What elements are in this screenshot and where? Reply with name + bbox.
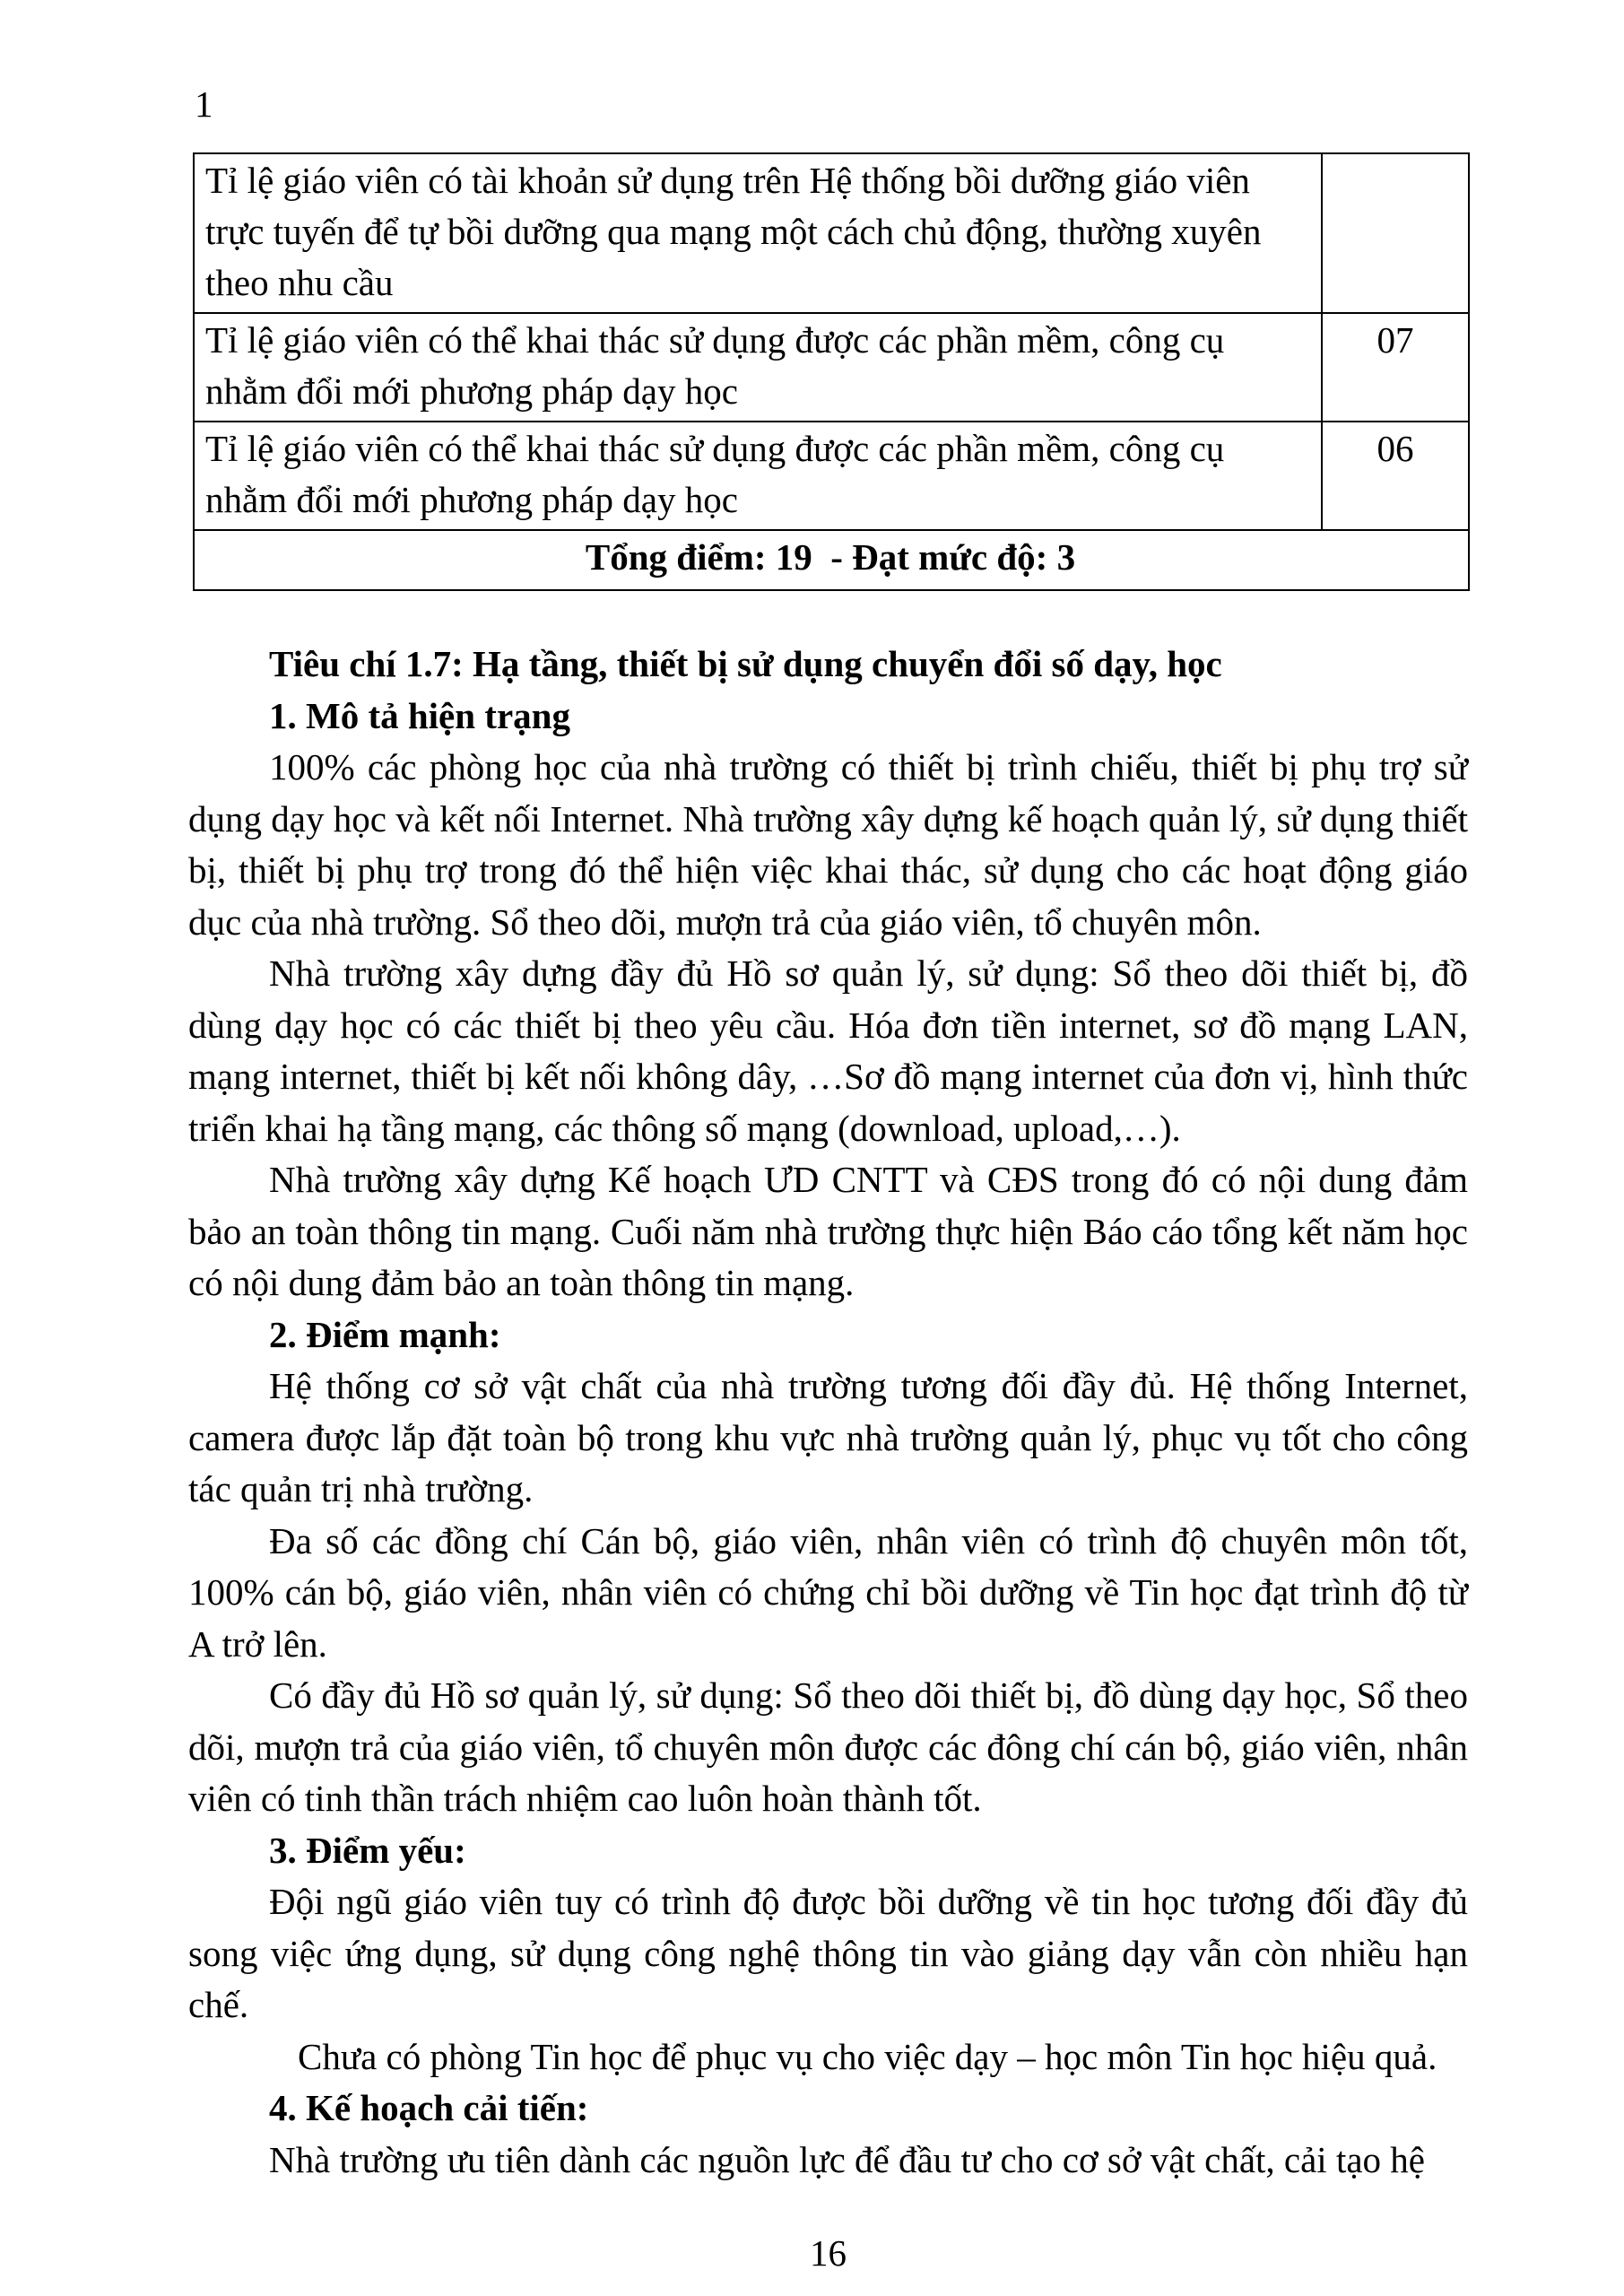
- body-paragraph: Nhà trường xây dựng đầy đủ Hồ sơ quản lý, sử dụng: Sổ theo dõi thiết bị, đồ dùng dạy học có các thiết bị theo yêu cầu. Hóa đơn tiền internet, sơ đồ mạng LAN, mạng internet, thiết bị kết nối không dây, …Sơ đồ mạng internet của đơn vị, hình thức triển khai hạ tầng mạng, các thông số mạng (download, upload,…).: [188, 952, 1468, 1149]
- criterion-cell: Tỉ lệ giáo viên có tài khoản sử dụng trên Hệ thống bồi dưỡng giáo viên trực tuyến để tự bồi dưỡng qua mạng một cách chủ động, thường xuyên theo nhu cầu: [194, 153, 1322, 313]
- criteria-score-table: [193, 152, 1470, 591]
- body-paragraph: Chưa có phòng Tin học để phục vụ cho việc dạy – học môn Tin học hiệu quả.: [298, 2035, 1437, 2077]
- body-paragraph: Đa số các đồng chí Cán bộ, giáo viên, nhân viên có trình độ chuyên môn tốt, 100% cán bộ, giáo viên, nhân viên có chứng chỉ bồi dưỡng về Tin học đạt trình độ từ A trở lên.: [188, 1519, 1468, 1665]
- document-body: [188, 639, 1468, 2186]
- subsection-heading: 3. Điểm yếu:: [269, 1829, 466, 1871]
- subsection-heading: 4. Kế hoạch cải tiến:: [269, 2087, 589, 2128]
- score-cell: 06: [1322, 422, 1469, 530]
- table-row: [194, 153, 1469, 313]
- body-paragraph: 100% các phòng học của nhà trường có thiết bị trình chiếu, thiết bị phụ trợ sử dụng dạy học và kết nối Internet. Nhà trường xây dựng kế hoạch quản lý, sử dụng thiết bị, thiết bị phụ trợ trong đó thể hiện việc khai thác, sử dụng cho các hoạt động giáo dục của nhà trường. Sổ theo dõi, mượn trả của giáo viên, tổ chuyên môn.: [188, 746, 1468, 943]
- score-cell: [1322, 153, 1469, 313]
- criterion-cell: Tỉ lệ giáo viên có thể khai thác sử dụng được các phần mềm, công cụ nhằm đổi mới phương pháp dạy học: [194, 422, 1322, 530]
- section-heading: Tiêu chí 1.7: Hạ tầng, thiết bị sử dụng chuyển đổi số dạy, học: [269, 643, 1222, 684]
- body-paragraph: Nhà trường xây dựng Kế hoạch ƯD CNTT và CĐS trong đó có nội dung đảm bảo an toàn thông tin mạng. Cuối năm nhà trường thực hiện Báo cáo tổng kết năm học có nội dung đảm bảo an toàn thông tin mạng.: [188, 1159, 1468, 1303]
- total-score-summary: Tổng điểm: 19 - Đạt mức độ: 3: [194, 530, 1469, 590]
- body-paragraph: Có đầy đủ Hồ sơ quản lý, sử dụng: Sổ theo dõi thiết bị, đồ dùng dạy học, Sổ theo dõi, mượn trả của giáo viên, tổ chuyên môn được các đông chí cán bộ, giáo viên, nhân viên có tinh thần trách nhiệm cao luôn hoàn thành tốt.: [188, 1674, 1468, 1819]
- body-paragraph: Nhà trường ưu tiên dành các nguồn lực để đầu tư cho cơ sở vật chất, cải tạo hệ: [269, 2138, 1425, 2180]
- subsection-heading: 1. Mô tả hiện trạng: [269, 694, 570, 736]
- criterion-cell: Tỉ lệ giáo viên có thể khai thác sử dụng được các phần mềm, công cụ nhằm đổi mới phương pháp dạy học: [194, 313, 1322, 422]
- table-row: [194, 422, 1469, 530]
- body-paragraph: Đội ngũ giáo viên tuy có trình độ được bồi dưỡng về tin học tương đối đầy đủ song việc ứng dụng, sử dụng công nghệ thông tin vào giảng dạy vẫn còn nhiều hạn chế.: [188, 1881, 1468, 2025]
- footer-page-number: 16: [810, 2232, 847, 2274]
- header-page-number: 1: [195, 83, 213, 125]
- table-row: [194, 313, 1469, 422]
- score-cell: 07: [1322, 313, 1469, 422]
- table-summary-row: [194, 530, 1469, 590]
- body-paragraph: Hệ thống cơ sở vật chất của nhà trường tương đối đầy đủ. Hệ thống Internet, camera được lắp đặt toàn bộ trong khu vực nhà trường quản lý, phục vụ tốt cho công tác quản trị nhà trường.: [188, 1365, 1468, 1509]
- subsection-heading: 2. Điểm mạnh:: [269, 1313, 501, 1355]
